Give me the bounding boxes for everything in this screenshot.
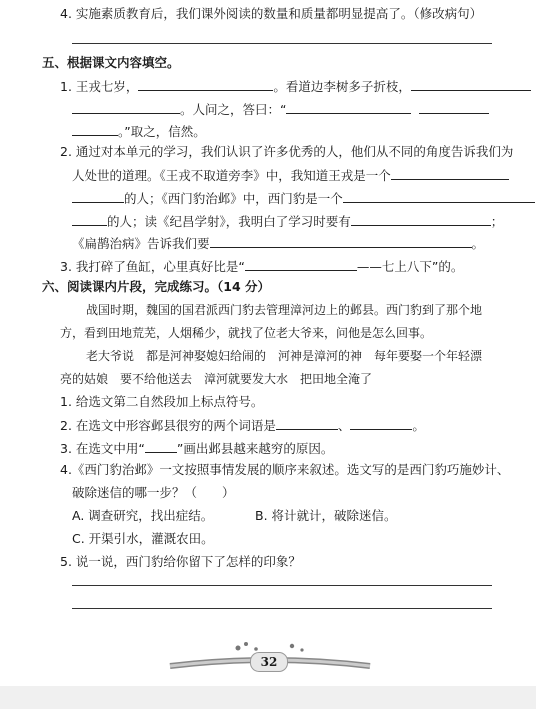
answer-line: [72, 43, 492, 44]
passage-line-1: 战国时期，魏国的国君派西门豹去管理漳河边上的邺县。西门豹到了那个地: [86, 303, 483, 317]
sec5-q1-text-d: 。”取之，信然。: [118, 124, 206, 139]
blank: [138, 77, 273, 91]
blank: [72, 122, 118, 136]
sec5-q2-line4: [72, 212, 503, 230]
sec5-q1-text-c: 。人问之，答曰：“: [180, 102, 287, 117]
sec5-q3-text-b: ——七上八下”的。: [356, 259, 464, 274]
answer-line: [72, 585, 492, 586]
punct: 。: [412, 418, 425, 433]
sec5-q1-line3: [72, 122, 206, 140]
sec5-q2-line3: [72, 189, 535, 207]
blank: [351, 212, 491, 226]
punct: ；: [490, 214, 504, 229]
punct: 。: [471, 236, 485, 251]
option-b: B. 将计就计，破除迷信。: [255, 508, 397, 523]
sec6-q5: 5. 说一说，西门豹给你留下了怎样的印象？: [60, 554, 301, 569]
bottom-margin: [0, 686, 536, 709]
sec6-q4-line2: 破除迷信的哪一步？（ ）: [72, 485, 235, 500]
blank: [286, 100, 411, 114]
punct: 、: [337, 418, 351, 433]
blank: [72, 100, 180, 114]
sec5-q3: [60, 257, 463, 275]
sec6-q2-text: 2. 在选文中形容邺县很穷的两个词语是: [60, 418, 276, 433]
sec5-q2-text-d: 的人；读《纪昌学射》，我明白了学习时要有: [107, 214, 351, 229]
sec6-q3-text-b: ”画出邺县越来越穷的原因。: [176, 441, 334, 456]
blank: [276, 416, 338, 430]
passage-line-3: 老大爷说 都是河神娶媳妇给闹的 河神是漳河的神 每年要娶一个年轻漂: [86, 349, 483, 363]
page-number: 32: [250, 652, 288, 672]
sec5-q1-text-a: 1. 王戎七岁，: [60, 79, 139, 94]
blank: [245, 257, 357, 271]
section-5-title: 五、根据课文内容填空。: [42, 55, 180, 70]
sec6-q3-text-a: 3. 在选文中用“: [60, 441, 145, 456]
sec5-q2-text-c: 的人；《西门豹治邺》中，西门豹是一个: [124, 191, 343, 206]
option-a: A. 调查研究，找出症结。: [72, 508, 214, 523]
blank: [72, 212, 107, 226]
blank: [72, 189, 124, 203]
sec5-q2-line1: 2. 通过对本单元的学习，我们认识了许多优秀的人，他们从不同的角度告诉我们为: [60, 144, 514, 159]
passage-line-4: 亮的姑娘 要不给他送去 漳河就要发大水 把田地全淹了: [60, 372, 373, 386]
sec5-q3-text-a: 3. 我打碎了鱼缸，心里真好比是“: [60, 259, 245, 274]
option-c: C. 开渠引水，灌溉农田。: [72, 531, 214, 546]
blank: [411, 77, 531, 91]
sec5-q1-line2: [72, 100, 489, 118]
sec6-q1: 1. 给选文第二自然段加上标点符号。: [60, 394, 264, 409]
section-6-title: 六、阅读课内片段，完成练习。（14 分）: [42, 279, 270, 294]
blank: [343, 189, 535, 203]
blank: [210, 234, 472, 248]
answer-line: [72, 608, 492, 609]
sec6-q4-line1: 4.《西门豹治邺》一文按照事情发展的顺序来叙述。选文写的是西门豹巧施妙计、: [60, 462, 510, 477]
sec5-q1-line1: [60, 77, 531, 95]
blank: [145, 439, 177, 453]
sec5-q2-text-e: 《扁鹊治病》告诉我们要: [72, 236, 210, 251]
sec5-q1-text-b: 。看道边李树多子折枝，: [273, 79, 411, 94]
blank: [419, 100, 489, 114]
sec6-q2: [60, 416, 425, 434]
sec5-q2-line5: [72, 234, 484, 252]
blank: [391, 166, 509, 180]
sec6-q3: [60, 439, 333, 457]
blank: [350, 416, 412, 430]
sec5-q2-text-b: 人处世的道理。《王戎不取道旁李》中，我知道王戎是一个: [72, 168, 391, 183]
sec5-q2-line2: [72, 166, 509, 184]
prev-question-4: 4. 实施素质教育后，我们课外阅读的数量和质量都明显提高了。（修改病句）: [60, 6, 483, 21]
passage-line-2: 方，看到田地荒芜，人烟稀少，就找了位老大爷来，问他是怎么回事。: [60, 326, 433, 340]
